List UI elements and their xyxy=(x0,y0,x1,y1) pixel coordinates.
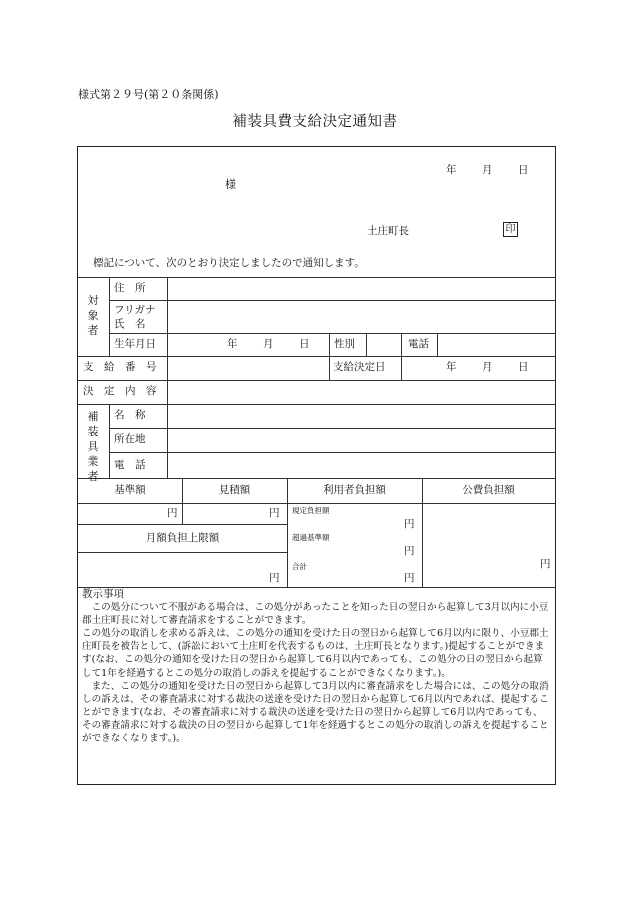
seal-mark: 印 xyxy=(503,222,518,237)
dob-year-unit: 年 xyxy=(227,338,238,350)
vendor-group-label: 補 装 具 業 者 xyxy=(87,410,99,483)
monthly-cap-yen: 円 xyxy=(269,572,280,584)
addressee-suffix: 様 xyxy=(225,178,236,191)
total-yen: 円 xyxy=(404,572,415,584)
date-day-unit: 日 xyxy=(518,164,529,176)
notice-form xyxy=(77,146,556,785)
dob-label: 生年月日 xyxy=(114,338,156,350)
public-burden-header: 公費負担額 xyxy=(462,484,515,496)
excess-standard-label: 超過基準額 xyxy=(292,533,330,542)
payment-number-label: 支 給 番 号 xyxy=(83,361,157,373)
sex-label: 性別 xyxy=(334,338,355,350)
decision-content-label: 決 定 内 容 xyxy=(83,385,157,397)
excess-standard-yen: 円 xyxy=(404,545,415,557)
total-label: 合計 xyxy=(292,562,307,571)
subject-group-label: 対 象 者 xyxy=(87,294,99,337)
monthly-cap-label: 月額負担上限額 xyxy=(145,532,220,544)
estimate-amount-yen: 円 xyxy=(269,507,280,519)
dob-month-unit: 月 xyxy=(263,338,274,350)
date-month-unit: 月 xyxy=(482,164,493,176)
date-year-unit: 年 xyxy=(446,164,457,176)
vendor-location-label: 所在地 xyxy=(114,433,146,445)
user-burden-header: 利用者負担額 xyxy=(323,484,386,496)
public-burden-yen: 円 xyxy=(540,558,551,570)
instructions-paragraph-1: この処分について不服がある場合は、この処分があったことを知った日の翌日から起算して3月以内に小豆郡土庄町長に対して審査請求をすることができます。 xyxy=(82,602,549,627)
address-label: 住 所 xyxy=(114,282,146,294)
decision-month-unit: 月 xyxy=(482,361,493,373)
regulation-burden-yen: 円 xyxy=(404,518,415,530)
estimate-amount-header: 見積額 xyxy=(218,484,251,496)
standard-amount-header: 基準額 xyxy=(114,484,146,496)
document-title: 補装具費支給決定通知書 xyxy=(232,114,398,130)
decision-year-unit: 年 xyxy=(446,361,457,373)
decision-day-unit: 日 xyxy=(518,361,529,373)
decision-date-label: 支給決定日 xyxy=(333,361,386,373)
standard-amount-yen: 円 xyxy=(167,507,178,519)
vendor-name-label: 名 称 xyxy=(114,409,146,421)
instructions-paragraph-3: また、この処分の通知を受けた日の翌日から起算して3月以内に審査請求をした場合には、この処分の取消しの訴えは、その審査請求に対する裁決の送達を受けた日の翌日から起算して6月以内であれば、提起することができます(なお、その審査請求に対する裁決の送達を受けた日の翌日から起算して6月以内であっても、その審査請求に対する裁決の日の翌日から起算して1年を経過するとこの処分の取消しの訴えを提起することができなくなります。)。 xyxy=(82,680,549,745)
notice-body: 標記について、次のとおり決定しましたので通知します。 xyxy=(93,257,365,269)
issuer-name: 土庄町長 xyxy=(367,225,409,237)
instructions-heading: 教示事項 xyxy=(82,588,124,600)
regulation-burden-label: 規定負担額 xyxy=(292,506,330,515)
dob-day-unit: 日 xyxy=(299,338,310,350)
vendor-phone-label: 電 話 xyxy=(114,459,146,471)
name-label: 氏 名 xyxy=(114,318,146,330)
furigana-label: フリガナ xyxy=(114,304,156,316)
phone-label: 電話 xyxy=(408,338,429,350)
form-number: 様式第２９号(第２０条関係) xyxy=(78,88,219,101)
instructions xyxy=(82,588,552,745)
instructions-paragraph-2: この処分の取消しを求める訴えは、この処分の通知を受けた日の翌日から起算して6月以内に限り、小豆郡土庄町長を被告として、(訴訟において土庄町を代表するものは、土庄町長となります。)提起することができます(なお、この処分の通知を受けた日の翌日から起算して6月以内であっても、この処分の日の翌日から起算して1年を経過するとこの処分の取消しの訴えを提起することができなくなります。)。 xyxy=(82,628,549,679)
